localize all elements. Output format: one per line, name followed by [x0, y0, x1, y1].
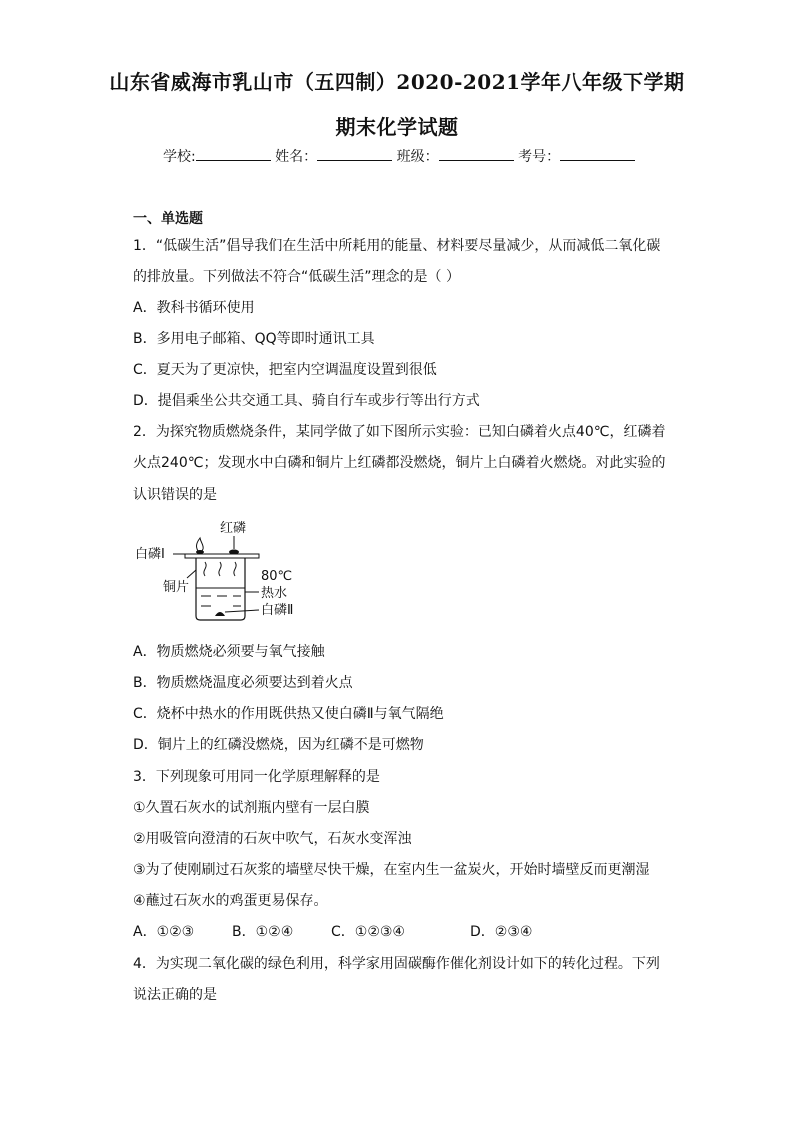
q1-option-d: D．提倡乘坐公共交通工具、骑自行车或步行等出行方式	[133, 393, 480, 409]
title-line-2: 期末化学试题	[335, 115, 459, 139]
q4-stem-line-2: 说法正确的是	[133, 987, 217, 1003]
q1-option-a: A．教科书循环使用	[133, 300, 255, 316]
q3-option-c: C．①②③④	[331, 924, 405, 940]
flame-icon	[197, 538, 204, 552]
steam-wisp-2	[219, 562, 221, 576]
white-phosphorus-2-leader	[225, 610, 259, 612]
q3-statement-3: ③为了使刚刷过石灰浆的墙壁尽快干燥，在室内生一盆炭火，开始时墙壁反而更潮湿	[133, 862, 650, 878]
q1-stem-line-1: 1．“低碳生活”倡导我们在生活中所耗用的能量、材料要尽量减少，从而减低二氧化碳	[133, 238, 661, 254]
white-phosphorus-2	[215, 612, 225, 616]
class-blank	[439, 148, 514, 161]
temperature-label: 80℃	[261, 569, 293, 584]
copper-plate	[185, 554, 259, 558]
class-label: 班级：	[396, 149, 439, 165]
q2-option-c: C．烧杯中热水的作用既供热又使白磷Ⅱ与氧气隔绝	[133, 706, 444, 722]
section-heading: 一、单选题	[133, 211, 203, 227]
q2-stem-line-1: 2．为探究物质燃烧条件，某同学做了如下图所示实验：已知白磷着火点40℃，红磷着	[133, 424, 666, 440]
combustion-experiment-diagram	[133, 518, 333, 628]
q4-stem-line-1: 4．为实现二氧化碳的绿色利用，科学家用固碳酶作催化剂设计如下的转化过程。下列	[133, 956, 660, 972]
q1-option-c: C．夏天为了更凉快，把室内空调温度设置到很低	[133, 362, 437, 378]
q3-option-a: A．①②③	[133, 924, 195, 940]
hot-water-label: 热水	[261, 586, 288, 601]
copper-leader	[187, 570, 196, 578]
q2-stem-line-3: 认识错误的是	[133, 487, 217, 503]
q3-statement-2: ②用吸管向澄清的石灰中吹气，石灰水变浑浊	[133, 831, 412, 847]
name-label: 姓名：	[275, 149, 318, 165]
number-blank	[560, 148, 635, 161]
q2-option-a: A．物质燃烧必须要与氧气接触	[133, 644, 325, 660]
white-phosphorus-1	[196, 550, 204, 554]
q1-option-b: B．多用电子邮箱、QQ等即时通讯工具	[133, 331, 375, 347]
q2-option-d: D．铜片上的红磷没燃烧，因为红磷不是可燃物	[133, 737, 424, 753]
q2-stem-line-2: 火点240℃；发现水中白磷和铜片上红磷都没燃烧，铜片上白磷着火燃烧。对此实验的	[133, 455, 666, 471]
copper-plate-label: 铜片	[163, 580, 190, 595]
q3-option-b: B．①②④	[232, 924, 294, 940]
number-label: 考号：	[518, 149, 561, 165]
name-blank	[317, 148, 392, 161]
red-phosphorus	[229, 550, 239, 555]
q2-option-b: B．物质燃烧温度必须要达到着火点	[133, 675, 353, 691]
q3-statement-4: ④蘸过石灰水的鸡蛋更易保存。	[133, 893, 328, 909]
q3-statement-1: ①久置石灰水的试剂瓶内壁有一层白膜	[133, 800, 370, 816]
q1-stem-line-2: 的排放量。下列做法不符合“低碳生活”理念的是（ ）	[133, 269, 460, 285]
steam-wisp-3	[234, 562, 236, 576]
school-label: 学校:	[163, 149, 196, 165]
white-phosphorus-2-label: 白磷Ⅱ	[261, 603, 294, 618]
white-phosphorus-1-label: 白磷Ⅰ	[135, 547, 165, 562]
steam-wisp-1	[204, 562, 206, 576]
q3-options-row	[133, 921, 569, 941]
school-blank	[196, 148, 271, 161]
student-info-row	[163, 146, 635, 166]
q3-option-d: D．②③④	[470, 924, 533, 940]
title-line-1: 山东省威海市乳山市（五四制）2020-2021学年八年级下学期	[109, 70, 685, 94]
red-phosphorus-label: 红磷	[220, 521, 247, 536]
q3-stem: 3．下列现象可用同一化学原理解释的是	[133, 769, 380, 785]
